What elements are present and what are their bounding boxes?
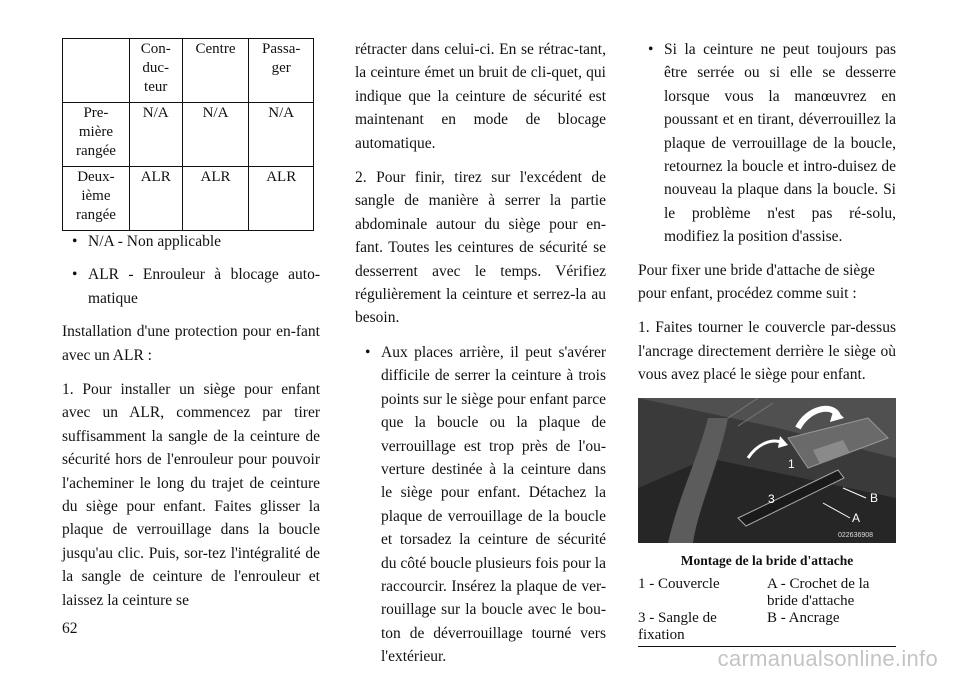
table-header-cell	[63, 39, 130, 103]
figure-code: 022636908	[838, 531, 874, 539]
paragraph: 2. Pour finir, tirez sur l'excédent de sangle de manière à serrer la partie abdominale autour du siège pour en-fant. Toutes les ceintures de sécurité se desserrent avec le temps. Vérifiez régulièrement la ceinture et serrez-la au besoin.	[355, 169, 606, 327]
seat-table-wrapper	[0, 38, 314, 231]
table-row	[63, 167, 314, 231]
legend-item: 3 - Sangle de fixation	[638, 610, 717, 644]
list-item: • Aux places arrière, il peut s'avérer difficile de serrer la ceinture à trois points sur le siège pour enfant parce que la boucle ou la plaque de verrouillage est trop près de l'ou-verture destinée à la ceinture dans le siège pour enfant. Détachez la plaque de verrouillage de la boucle et torsadez la ceinture de sécurité du côté boucle plusieurs fois pour la raccourcir. Insérez la plaque de ver-rouillage sur la boucle avec le bou-ton de déverrouillage tourné vers l'extérieur.	[355, 341, 606, 669]
section-heading: Installation d'une protection pour en-fant avec un ALR :	[62, 323, 320, 364]
table-cell: N/A	[182, 103, 249, 167]
column-left	[62, 230, 320, 623]
watermark-text: carmanualsonline.info	[717, 646, 938, 671]
table-cell: ALR	[129, 167, 182, 231]
paragraph: rétracter dans celui-ci. En se rétrac-tant, la ceinture émet un bruit de cli-quet, qui indique que la ceinture de sécurité est maintenant en mode de blocage automatique.	[355, 41, 606, 152]
paragraph: Pour fixer une bride d'attache de siège pour enfant, procédez comme suit :	[638, 261, 875, 303]
figure-legend	[638, 576, 896, 647]
table-header-cell: Passa- ger	[249, 39, 314, 103]
table-cell: ALR	[249, 167, 314, 231]
legend-item: A - Crochet de la bride d'attache	[767, 576, 870, 610]
bullet-list	[355, 341, 606, 669]
legend-item: 1 - Couvercle	[638, 576, 720, 593]
table-row	[63, 103, 314, 167]
paragraph: 1. Pour installer un siège pour enfant avec un ALR, commencez par tirer suffisamment la sangle de la ceinture de sécurité hors de l'enrouleur pour pouvoir l'acheminer le long du trajet de ceinture du siège pour enfant. Faites glisser la plaque de verrouillage dans la boucle jusqu'au clic. Puis, sor-tez l'intégralité de la sangle de ceinture de l'enrouleur et laissez la ceinture se	[62, 381, 320, 609]
table-cell: N/A	[129, 103, 182, 167]
table-cell: N/A	[249, 103, 314, 167]
figure-label-b: B	[870, 490, 879, 505]
figure-label-3: 3	[768, 491, 775, 506]
paragraph: 1. Faites tourner le couvercle par-dessus l'ancrage directement derrière le siège où vous avez placé le siège pour enfant.	[638, 319, 896, 384]
seat-position-table	[62, 38, 314, 231]
legend-item: B - Ancrage	[767, 610, 840, 627]
table-cell: Pre- mière rangée	[63, 103, 130, 167]
figure-label-1: 1	[788, 456, 795, 471]
table-header-cell: Con- duc- teur	[129, 39, 182, 103]
table-header-cell: Centre	[182, 39, 249, 103]
table-header-row	[63, 39, 314, 103]
bullet-list	[638, 38, 896, 249]
list-item: • N/A - Non applicable	[62, 230, 320, 253]
column-middle	[355, 38, 606, 679]
tether-strap-illustration	[638, 398, 896, 543]
tether-illustration-svg	[638, 398, 896, 543]
figure-caption: Montage de la bride d'attache	[680, 552, 854, 568]
column-right	[638, 38, 896, 647]
table-cell: ALR	[182, 167, 249, 231]
page-number: 62	[62, 620, 78, 637]
table-cell: Deux- ième rangée	[63, 167, 130, 231]
figure-label-a: A	[852, 510, 861, 525]
list-item: • Si la ceinture ne peut toujours pas être serrée ou si elle se desserre lorsque vous la manœuvrez en poussant et en tirant, déverrouillez la plaque de verrouillage de la boucle, retournez la boucle et intro-duisez de nouveau la plaque dans la boucle. Si le problème n'est pas ré-solu, modifiez la position d'assise.	[638, 38, 896, 249]
list-item: • ALR - Enrouleur à blocage auto-matique	[62, 263, 320, 310]
legend-bullet-list	[62, 230, 320, 310]
